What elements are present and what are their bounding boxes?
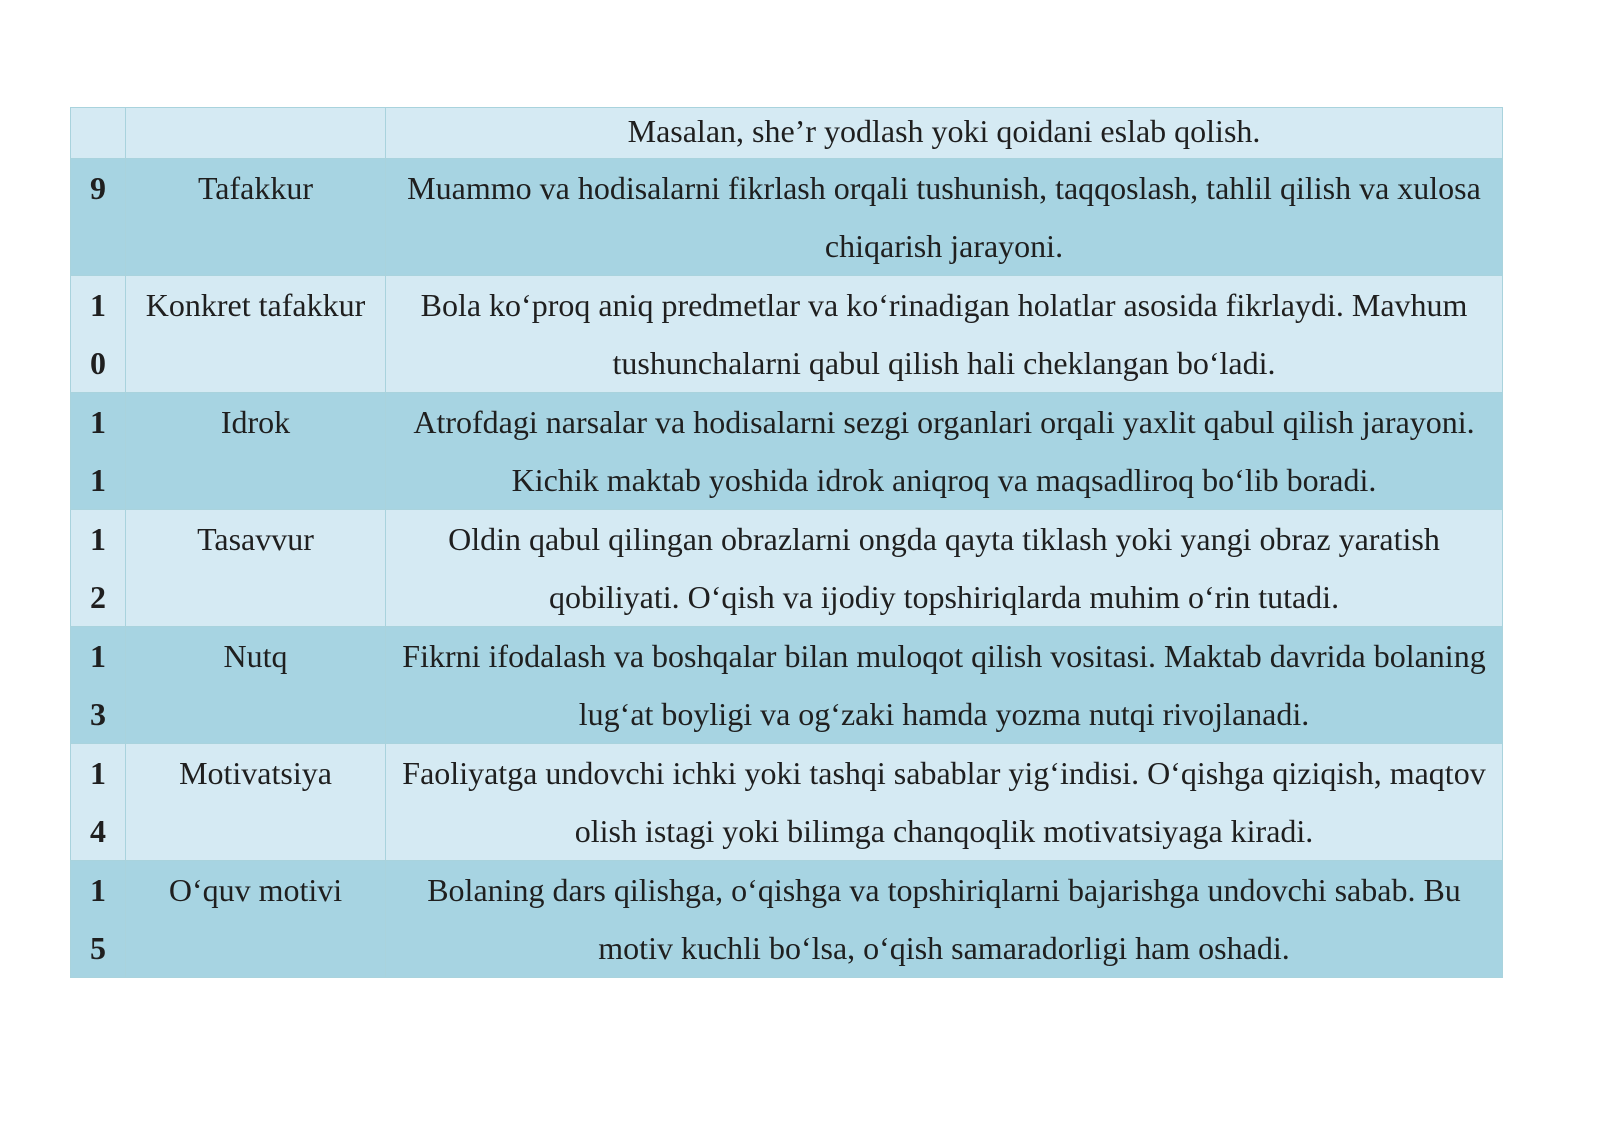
row-number xyxy=(71,861,126,978)
table-row xyxy=(71,108,1503,159)
row-number-digit: 1 xyxy=(90,287,106,323)
row-number-digit: 1 xyxy=(90,638,106,674)
definition-cell: Fikrni ifodalash va boshqalar bilan muloqot qilish vositasi. Maktab davrida bolaning lug‘at boyligi va og‘zaki hamda yozma nutqi rivojlanadi. xyxy=(386,627,1503,744)
definition-cell: Oldin qabul qilingan obrazlarni ongda qayta tiklash yoki yangi obraz yaratish qobiliyati. O‘qish va ijodiy topshiriqlarda muhim o‘rin tutadi. xyxy=(386,510,1503,627)
term-cell: Idrok xyxy=(126,393,386,510)
term-cell: Tafakkur xyxy=(126,159,386,276)
row-number-digit: 1 xyxy=(90,872,106,908)
table-row xyxy=(71,744,1503,861)
term-cell: Konkret tafakkur xyxy=(126,276,386,393)
row-number-digit: 3 xyxy=(90,696,106,732)
row-number: 9 xyxy=(71,159,126,276)
term-cell: O‘quv motivi xyxy=(126,861,386,978)
definition-cell: Masalan, she’r yodlash yoki qoidani eslab qolish. xyxy=(386,108,1503,159)
term-cell: Tasavvur xyxy=(126,510,386,627)
terms-table xyxy=(70,107,1503,978)
table-row xyxy=(71,861,1503,978)
row-number xyxy=(71,108,126,159)
definition-cell: Atrofdagi narsalar va hodisalarni sezgi organlari orqali yaxlit qabul qilish jarayoni. Kichik maktab yoshida idrok aniqroq va maqsadliroq bo‘lib boradi. xyxy=(386,393,1503,510)
row-number xyxy=(71,744,126,861)
definition-cell: Bolaning dars qilishga, o‘qishga va topshiriqlarni bajarishga undovchi sabab. Bu motiv kuchli bo‘lsa, o‘qish samaradorligi ham oshadi. xyxy=(386,861,1503,978)
table-row xyxy=(71,276,1503,393)
definition-cell: Faoliyatga undovchi ichki yoki tashqi sabablar yig‘indisi. O‘qishga qiziqish, maqtov olish istagi yoki bilimga chanqoqlik motivatsiyaga kiradi. xyxy=(386,744,1503,861)
definition-cell: Bola ko‘proq aniq predmetlar va ko‘rinadigan holatlar asosida fikrlaydi. Mavhum tushunchalarni qabul qilish hali cheklangan bo‘ladi. xyxy=(386,276,1503,393)
term-cell xyxy=(126,108,386,159)
row-number-digit: 1 xyxy=(90,521,106,557)
table-row xyxy=(71,393,1503,510)
table-row xyxy=(71,627,1503,744)
row-number-digit: 1 xyxy=(90,755,106,791)
term-cell: Nutq xyxy=(126,627,386,744)
row-number-digit: 1 xyxy=(90,404,106,440)
table-row xyxy=(71,510,1503,627)
row-number xyxy=(71,276,126,393)
row-number xyxy=(71,627,126,744)
definition-cell: Muammo va hodisalarni fikrlash orqali tushunish, taqqoslash, tahlil qilish va xulosa chiqarish jarayoni. xyxy=(386,159,1503,276)
row-number-digit: 1 xyxy=(90,462,106,498)
table-row xyxy=(71,159,1503,276)
row-number-digit: 2 xyxy=(90,579,106,615)
term-cell: Motivatsiya xyxy=(126,744,386,861)
row-number-digit: 4 xyxy=(90,813,106,849)
row-number-digit: 0 xyxy=(90,345,106,381)
row-number xyxy=(71,510,126,627)
row-number xyxy=(71,393,126,510)
row-number-digit: 5 xyxy=(90,930,106,966)
